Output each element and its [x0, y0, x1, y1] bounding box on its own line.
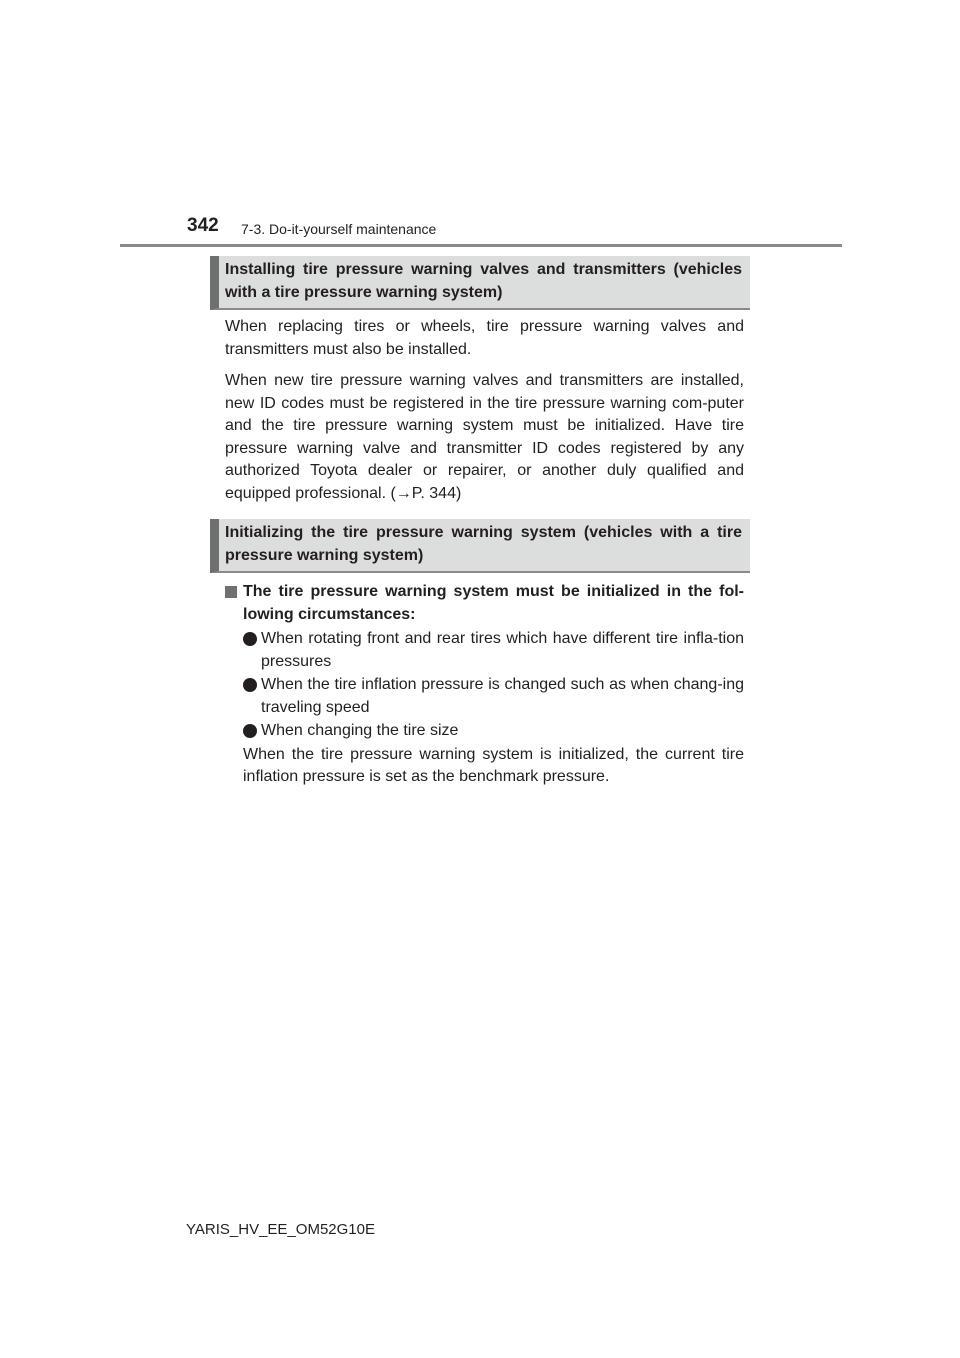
- list-item: [225, 674, 744, 719]
- list-item: [225, 720, 744, 743]
- list-item-text: When the tire inflation pressure is changed such as when chang-ing traveling speed: [261, 676, 744, 716]
- header-divider: [120, 244, 842, 247]
- list-item-text: When rotating front and rear tires which have different tire infla-tion pressures: [261, 630, 744, 670]
- subheading-circumstances: [225, 581, 744, 626]
- initialization-circumstances: [225, 581, 744, 789]
- subheading-text: The tire pressure warning system must be initialized in the fol-lowing circumstances:: [243, 583, 744, 623]
- document-code: YARIS_HV_EE_OM52G10E: [186, 1221, 375, 1238]
- list-item-text: When changing the tire size: [261, 722, 459, 739]
- square-bullet-icon: [225, 586, 237, 598]
- chapter-section-label: 7-3. Do-it-yourself maintenance: [241, 221, 437, 237]
- list-item: [225, 628, 744, 673]
- circle-bullet-icon: [243, 724, 257, 738]
- paragraph-id-codes: When new tire pressure warning valves and transmitters are installed, new ID codes must be registered in the tire pressure warning com-puter and the tire pressure warning system must be initialized. Have tire pressure warning valve and transmitter ID codes registered by any authorized Toyota dealer or repairer, or another duly qualified and equipped professional. (→P. 344): [225, 372, 744, 502]
- circumstances-list: [225, 628, 744, 743]
- circle-bullet-icon: [243, 632, 257, 646]
- section-heading-installing: Installing tire pressure warning valves and transmitters (vehicles with a tire pressure warning system): [210, 256, 750, 310]
- paragraph-replacing-tires: When replacing tires or wheels, tire pressure warning valves and transmitters must also be installed.: [225, 318, 744, 358]
- circle-bullet-icon: [243, 678, 257, 692]
- page-content: [210, 256, 750, 789]
- section-heading-initializing: Initializing the tire pressure warning system (vehicles with a tire pressure warning system): [210, 519, 750, 573]
- page-number: 342: [187, 215, 219, 236]
- page-header: [120, 214, 842, 246]
- paragraph-benchmark-pressure: When the tire pressure warning system is initialized, the current tire inflation pressure is set as the benchmark pressure.: [243, 745, 744, 785]
